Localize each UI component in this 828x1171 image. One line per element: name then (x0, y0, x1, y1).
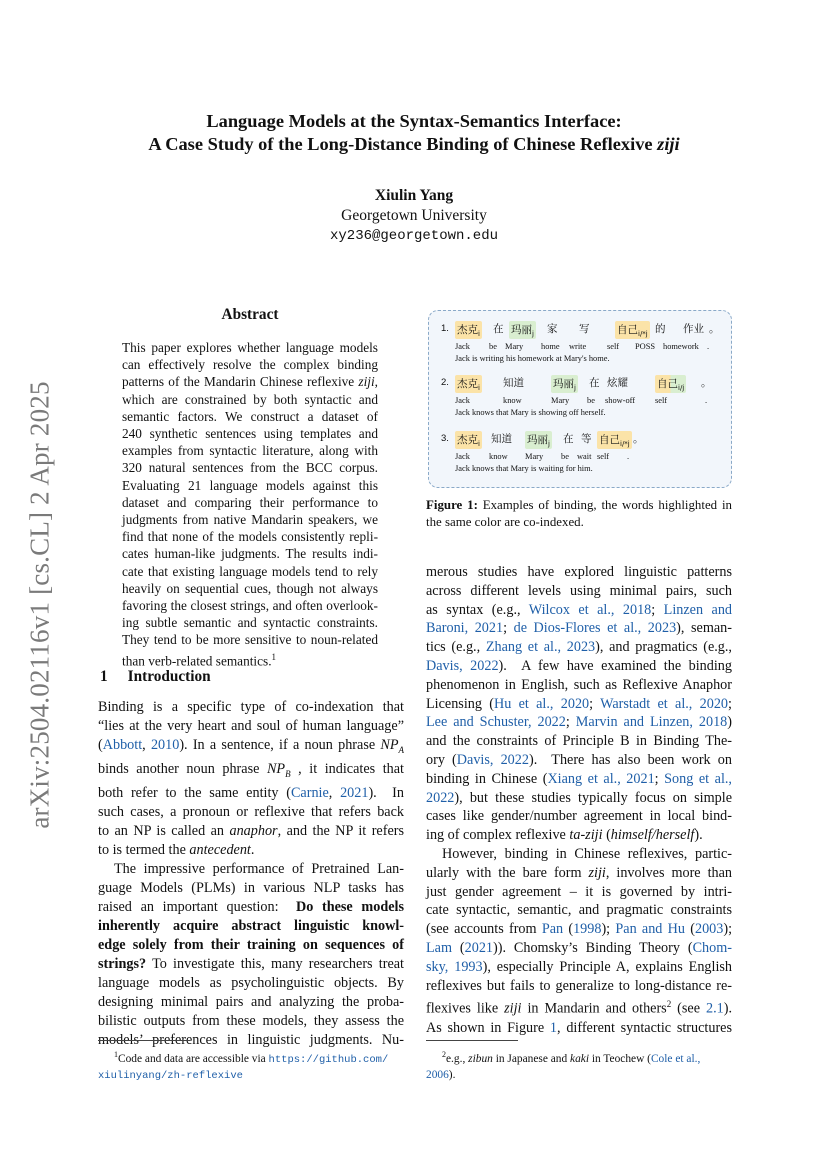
word: 。 (701, 377, 712, 389)
gloss: be (561, 452, 569, 461)
gloss: Jack (455, 342, 470, 351)
abstract-line: can effectively resolve the complex binding (122, 357, 378, 373)
citation-link: Wilcox et al., 2018 (528, 601, 652, 618)
citation-link: Chom- (692, 939, 732, 956)
body-line: just gender agreement – it is governed by intri- (426, 883, 732, 900)
title-line-2 (90, 133, 738, 156)
citation-link: Marvin and Linzen, 2018 (575, 714, 728, 731)
gloss: Mary (525, 452, 544, 461)
intro-line: designing minimal pairs and analyzing the proba- (98, 993, 404, 1010)
word: 自己$_{i/j}$ (655, 375, 686, 393)
word: 等 (581, 433, 592, 445)
footnote-mark: 2 (442, 1050, 446, 1059)
body-line: flexives like ziji in Mandarin and others$^2$ (see 2.1). (426, 999, 732, 1018)
abstract-line: patterns of the Mandarin Chinese reflexive ziji, (122, 374, 378, 390)
arxiv-stamp-text: arXiv:2504.02116v1 [cs.CL] 2 Apr 2025 (24, 381, 55, 829)
body-line: Licensing (Hu et al., 2020; Warstadt et al., 2020; (426, 695, 732, 712)
body-line: and the constraints of Principle B in Binding The- (426, 733, 732, 750)
figure-label: Figure 1: (426, 498, 478, 512)
word: 杰克$_i$ (455, 431, 482, 449)
word: 知道 (503, 377, 524, 389)
word: 炫耀 (607, 377, 628, 389)
abstract-line: heavily on sequential cues, though not always (122, 580, 378, 596)
gloss: self (607, 342, 620, 351)
example-words (455, 375, 725, 393)
intro-line: models’ preferences in linguistic judgments. Nu- (98, 1031, 404, 1048)
gloss: . (705, 396, 708, 405)
abstract-heading: Abstract (221, 306, 279, 323)
abstract-line: than verb-related semantics.$^1$ (122, 651, 277, 669)
gloss: be (489, 342, 497, 351)
example-words (455, 321, 725, 339)
intro-line: language models as psycholinguistic objects. By (98, 974, 404, 991)
gloss: . (627, 452, 630, 461)
intro-line: binds another noun phrase $NP_B$ , it indicates that (98, 760, 404, 779)
intro-line: The impressive performance of Pretrained Lan- (114, 860, 404, 877)
gloss: Jack (455, 396, 470, 405)
body-line: across different levels using minimal pairs, such (426, 582, 732, 599)
intro-line: Binding is a specific type of co-indexation that (98, 699, 404, 715)
citation-link: Davis, 2022 (426, 657, 499, 674)
abstract-line: Evaluating 21 language models against this (122, 477, 378, 493)
word: 。 (633, 433, 644, 445)
body-line: as syntax (e.g., Wilcox et al., 2018; Linzen and (426, 601, 733, 618)
abstract-line: examples from syntactic literature, along with (122, 443, 378, 459)
abstract-line: favoring the closest strings, and often overlook- (122, 598, 378, 614)
citation-link: Lam (426, 939, 452, 956)
word: 知道 (491, 433, 512, 445)
gloss: Mary (505, 342, 524, 351)
citation-link: Song et al., (664, 770, 732, 787)
word: 杰克$_i$ (455, 321, 482, 339)
example-words (455, 431, 725, 449)
word: 在 (563, 433, 574, 445)
arxiv-stamp (14, 370, 66, 840)
title-line-2-prefix: A Case Study of the Long-Distance Binding of Chinese Reflexive (148, 134, 658, 154)
body-line: sky, 1993), especially Principle A, explains English (426, 958, 733, 975)
body-line: As shown in Figure 1, different syntactic structures (426, 1019, 732, 1036)
body-line: binding in Chinese (Xiang et al., 2021; Song et al., (426, 770, 732, 787)
abstract-line: 240 synthetic sentences using templates and (122, 426, 378, 442)
footnote-url[interactable]: https://github.com/ (268, 1053, 389, 1066)
gloss: self (655, 396, 668, 405)
footnote-url[interactable]: xiulinyang/zh-reflexive (98, 1069, 243, 1082)
body-line: 2022), but these studies typically focus on simple (426, 789, 732, 806)
abstract-line: dataset and comparing their performance to (122, 494, 378, 510)
footnote-1 (98, 1047, 408, 1084)
word: 。 (709, 323, 720, 335)
gloss: home (541, 342, 560, 351)
gloss: write (569, 342, 587, 351)
word: 杰克$_i$ (455, 375, 482, 393)
gloss: wait (577, 452, 592, 461)
word: 在 (493, 323, 504, 335)
citation-link: Xiang et al., 2021 (547, 770, 655, 787)
paper-title (90, 110, 738, 156)
title-line-2-italic: ziji (657, 134, 680, 154)
citation-link: Hu et al., 2020 (493, 695, 590, 712)
abstract-line: This paper explores whether language models (122, 340, 378, 355)
intro-line: raised an important question: Do these models (98, 898, 404, 915)
author-name: Xiulin Yang (374, 187, 454, 204)
intro-line: “lies at the very heart and soul of human language” (98, 718, 404, 734)
section-link: 2.1 (705, 1001, 724, 1018)
gloss: know (503, 396, 522, 405)
gloss: be (587, 396, 595, 405)
caption-text: Examples of binding, the words highlighted in the same color are co-indexed. (426, 498, 732, 529)
body-line: Davis, 2022). A few have examined the binding (426, 657, 732, 674)
word: 玛丽$_j$ (509, 321, 536, 339)
author-block (90, 186, 738, 246)
abstract-line: cates human-like judgments. The results indi- (122, 546, 378, 562)
gloss: show-off (605, 396, 636, 405)
abstract-line: judgments from native Mandarin speakers, we (122, 512, 378, 528)
gloss: know (489, 452, 508, 461)
citation-link: de Dios-Flores et al., 2023 (513, 620, 677, 637)
word: 自己$_{i/*j}$ (615, 321, 650, 339)
example-translation: Jack knows that Mary is showing off herself. (455, 408, 606, 417)
citation-link[interactable]: Cole et al., (650, 1052, 701, 1065)
section-heading-introduction (100, 668, 211, 686)
body-line: tics (e.g., Zhang et al., 2023), and pragmatics (e.g., (426, 639, 732, 656)
intro-line: both refer to the same entity (Carnie, 2021). In (98, 784, 404, 801)
figure-1-caption (426, 497, 732, 531)
example-translation: Jack knows that Mary is waiting for him. (455, 464, 593, 473)
gloss: Jack (455, 452, 470, 461)
abstract-body (122, 339, 378, 669)
section-number: 1 (100, 668, 108, 685)
word: 在 (589, 377, 600, 389)
footnote-2: $^2$e.g., zibun in Japanese and kaki in Teochew (Cole et al., 2006). (426, 1050, 701, 1081)
body-line: cate syntactic, semantic, and pragmatic constraints (426, 902, 732, 919)
gloss: self (597, 452, 610, 461)
word: 玛丽$_j$ (551, 375, 578, 393)
abstract-line: semantic factors. We construct a dataset of (122, 408, 378, 424)
title-line-1: Language Models at the Syntax-Semantics Interface: (206, 111, 622, 131)
body-line: However, binding in Chinese reflexives, partic- (442, 845, 732, 862)
word: 自己$_{i/*j}$ (597, 431, 632, 449)
example-number: 1. (441, 323, 449, 334)
gloss: POSS (635, 342, 656, 351)
section-title: Introduction (127, 668, 211, 685)
word: 写 (579, 323, 590, 335)
footnote-text: Code and data are accessible via (118, 1052, 269, 1065)
abstract-line: 320 natural sentences from the BCC corpus. (122, 460, 378, 476)
intro-line: inherently acquire abstract linguistic knowl- (98, 917, 404, 934)
abstract-line: which are constrained by both syntactic and (122, 391, 378, 407)
body-line: merous studies have explored linguistic patterns (426, 564, 732, 580)
example-number: 3. (441, 433, 449, 444)
citation-link: Linzen and (663, 601, 733, 618)
word: 玛丽$_j$ (525, 431, 552, 449)
word: 作业 (683, 323, 704, 335)
citation-link: Pan and Hu (615, 921, 685, 938)
right-column-body (426, 563, 732, 1038)
intro-line: bilistic outputs from these models, they assess the (98, 1012, 404, 1029)
intro-line: to an NP is called an anaphor, and the NP it refers (98, 822, 404, 839)
footnote-rule (426, 1040, 518, 1041)
body-line: Lam (2021)). Chomsky’s Binding Theory (Chom- (426, 939, 732, 956)
body-line: cases like gender/number agreement in local bind- (426, 808, 732, 825)
citation-link: Carnie (290, 784, 329, 801)
abstract-line: find that none of the models consistently repli- (122, 529, 378, 545)
figure-link: 1 (549, 1019, 558, 1036)
citation-link: Davis, 2022 (456, 751, 529, 768)
word: 的 (655, 323, 666, 335)
introduction-body (98, 698, 404, 1050)
abstract-line: cate that existing language models tend to rely (122, 563, 378, 579)
footnote-rule (98, 1040, 190, 1041)
citation-link[interactable]: 2006 (426, 1068, 449, 1081)
intro-line: such cases, a pronoun or reflexive that refers back (98, 803, 404, 820)
citation-link: Warstadt et al., 2020 (600, 695, 729, 712)
footnote-mark: 1 (114, 1050, 118, 1059)
figure-1-examples (428, 310, 732, 488)
body-line: ularly with the bare form ziji, involves more than (426, 864, 732, 881)
gloss: . (707, 342, 710, 351)
gloss: Mary (551, 396, 570, 405)
abstract-line: ing subtle semantic and syntactic constraints. (122, 615, 378, 631)
body-line: ing of complex reflexive ta-ziji (himself/herself). (426, 827, 703, 844)
author-email[interactable]: xy236@georgetown.edu (329, 228, 499, 244)
body-line: Baroni, 2021; de Dios-Flores et al., 2023), seman- (426, 620, 732, 637)
example-number: 2. (441, 377, 449, 388)
body-line: reflexives but fails to generalize to long-distance re- (426, 977, 732, 994)
intro-line: (Abbott, 2010). In a sentence, if a noun phrase $NP_A$ (98, 737, 405, 755)
author-affiliation: Georgetown University (341, 207, 487, 224)
body-line: phenomenon in English, such as Reflexive Anaphor (426, 676, 732, 693)
intro-line: edge solely from their training on sequences of (98, 936, 404, 953)
body-line: Lee and Schuster, 2022; Marvin and Linzen, 2018) (426, 714, 732, 731)
citation-link: Pan (541, 921, 564, 938)
intro-line: strings? To investigate this, many researchers treat (98, 955, 404, 972)
citation-link: Zhang et al., 2023 (485, 639, 596, 656)
intro-line: to is termed the antecedent. (98, 841, 255, 858)
citation-link: Lee and Schuster, 2022 (426, 714, 566, 731)
citation-link: Abbott (102, 737, 143, 753)
body-line: ory (Davis, 2022). There has also been work on (426, 751, 732, 768)
word: 家 (547, 323, 558, 335)
abstract-line: They tend to be more sensitive to noun-related (122, 632, 378, 648)
body-line: (see accounts from Pan (1998); Pan and Hu (2003); (426, 921, 733, 938)
gloss: homework (663, 342, 699, 351)
intro-line: guage Models (PLMs) in various NLP tasks has (98, 879, 404, 896)
example-translation: Jack is writing his homework at Mary's home. (455, 354, 610, 363)
